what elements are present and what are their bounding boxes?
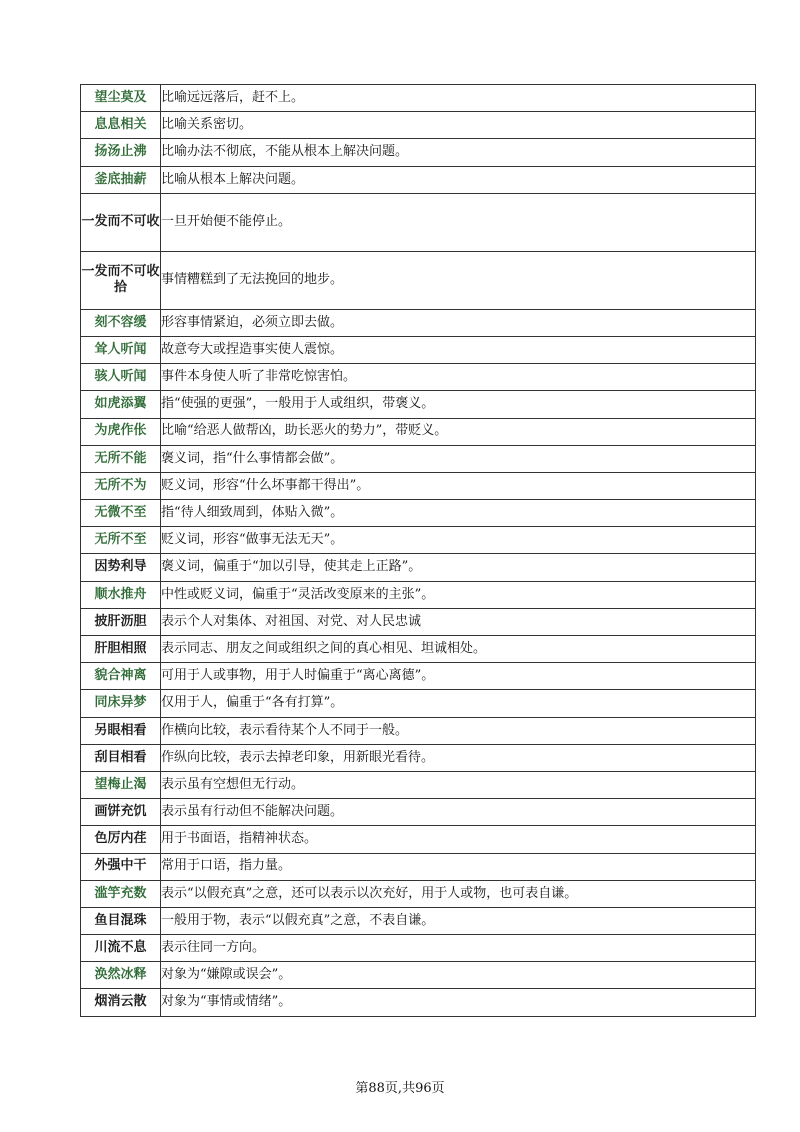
table-row (81, 663, 756, 690)
idiom-term: 外强中干 (81, 853, 161, 880)
idiom-meaning: 比喻“给恶人做帮凶，助长恶火的势力”，带贬义。 (161, 418, 756, 445)
idiom-table-body (81, 85, 756, 1017)
table-row (81, 139, 756, 166)
idiom-meaning: 可用于人或事物，用于人时偏重于“离心离德”。 (161, 663, 756, 690)
idiom-meaning: 表示虽有行动但不能解决问题。 (161, 799, 756, 826)
idiom-term: 无微不至 (81, 500, 161, 527)
table-row (81, 853, 756, 880)
idiom-meaning: 作纵向比较，表示去掉老印象，用新眼光看待。 (161, 744, 756, 771)
table-row (81, 445, 756, 472)
table-row (81, 989, 756, 1016)
table-row (81, 690, 756, 717)
table-row (81, 636, 756, 663)
idiom-meaning: 贬义词，形容“做事无法无天”。 (161, 527, 756, 554)
idiom-meaning: 一旦开始便不能停止。 (161, 193, 756, 251)
idiom-meaning: 作横向比较，表示看待某个人不同于一般。 (161, 717, 756, 744)
idiom-meaning: 形容事情紧迫，必须立即去做。 (161, 309, 756, 336)
table-row (81, 581, 756, 608)
idiom-meaning: 表示虽有空想但无行动。 (161, 771, 756, 798)
idiom-term: 一发而不可收拾 (81, 251, 161, 309)
table-row (81, 799, 756, 826)
idiom-meaning: 故意夸大或捏造事实使人震惊。 (161, 336, 756, 363)
table-row (81, 193, 756, 251)
idiom-term: 无所不能 (81, 445, 161, 472)
table-row (81, 527, 756, 554)
idiom-meaning: 用于书面语，指精神状态。 (161, 826, 756, 853)
table-row (81, 418, 756, 445)
idiom-meaning: 常用于口语，指力量。 (161, 853, 756, 880)
idiom-term: 息息相关 (81, 112, 161, 139)
idiom-term: 烟消云散 (81, 989, 161, 1016)
idiom-term: 望梅止渴 (81, 771, 161, 798)
idiom-meaning: 一般用于物，表示“以假充真”之意，不表自谦。 (161, 907, 756, 934)
idiom-meaning: 表示“以假充真”之意，还可以表示以次充好，用于人或物，也可表自谦。 (161, 880, 756, 907)
table-row (81, 935, 756, 962)
idiom-meaning: 比喻从根本上解决问题。 (161, 166, 756, 193)
idiom-term: 因势利导 (81, 554, 161, 581)
table-row (81, 309, 756, 336)
table-row (81, 85, 756, 112)
idiom-term: 滥竽充数 (81, 880, 161, 907)
table-row (81, 880, 756, 907)
idiom-term: 同床异梦 (81, 690, 161, 717)
idiom-meaning: 表示往同一方向。 (161, 935, 756, 962)
idiom-table-container (80, 84, 756, 1017)
idiom-meaning: 褒义词，指“什么事情都会做”。 (161, 445, 756, 472)
idiom-term: 涣然冰释 (81, 962, 161, 989)
idiom-meaning: 褒义词，偏重于“加以引导，使其走上正路”。 (161, 554, 756, 581)
idiom-term: 川流不息 (81, 935, 161, 962)
idiom-meaning: 贬义词，形容“什么坏事都干得出”。 (161, 472, 756, 499)
idiom-meaning: 比喻关系密切。 (161, 112, 756, 139)
idiom-meaning: 中性或贬义词，偏重于“灵活改变原来的主张”。 (161, 581, 756, 608)
idiom-meaning: 比喻远远落后，赶不上。 (161, 85, 756, 112)
idiom-term: 无所不至 (81, 527, 161, 554)
idiom-term: 釜底抽薪 (81, 166, 161, 193)
idiom-meaning: 对象为“嫌隙或误会”。 (161, 962, 756, 989)
idiom-meaning: 事件本身使人听了非常吃惊害怕。 (161, 364, 756, 391)
idiom-meaning: 表示同志、朋友之间或组织之间的真心相见、坦诚相处。 (161, 636, 756, 663)
idiom-term: 扬汤止沸 (81, 139, 161, 166)
idiom-term: 披肝沥胆 (81, 608, 161, 635)
table-row (81, 717, 756, 744)
idiom-term: 另眼相看 (81, 717, 161, 744)
idiom-term: 貌合神离 (81, 663, 161, 690)
table-row (81, 112, 756, 139)
table-row (81, 391, 756, 418)
idiom-term: 画饼充饥 (81, 799, 161, 826)
idiom-meaning: 仅用于人，偏重于“各有打算”。 (161, 690, 756, 717)
idiom-meaning: 指“待人细致周到，体贴入微”。 (161, 500, 756, 527)
page-number: 第88页,共96页 (355, 1081, 445, 1096)
table-row (81, 166, 756, 193)
table-row (81, 826, 756, 853)
table-row (81, 771, 756, 798)
table-row (81, 500, 756, 527)
table-row (81, 962, 756, 989)
idiom-term: 骇人听闻 (81, 364, 161, 391)
table-row (81, 608, 756, 635)
idiom-meaning: 事情糟糕到了无法挽回的地步。 (161, 251, 756, 309)
table-row (81, 251, 756, 309)
table-row (81, 907, 756, 934)
idiom-term: 刮目相看 (81, 744, 161, 771)
table-row (81, 472, 756, 499)
idiom-term: 肝胆相照 (81, 636, 161, 663)
idiom-meaning: 比喻办法不彻底，不能从根本上解决问题。 (161, 139, 756, 166)
idiom-term: 一发而不可收 (81, 193, 161, 251)
idiom-meaning: 表示个人对集体、对祖国、对党、对人民忠诚 (161, 608, 756, 635)
idiom-meaning: 指“使强的更强”，一般用于人或组织，带褒义。 (161, 391, 756, 418)
idiom-term: 望尘莫及 (81, 85, 161, 112)
idiom-term: 耸人听闻 (81, 336, 161, 363)
idiom-term: 鱼目混珠 (81, 907, 161, 934)
idiom-term: 为虎作伥 (81, 418, 161, 445)
idiom-term: 无所不为 (81, 472, 161, 499)
idiom-term: 顺水推舟 (81, 581, 161, 608)
table-row (81, 554, 756, 581)
table-row (81, 336, 756, 363)
table-row (81, 364, 756, 391)
idiom-table (80, 84, 756, 1017)
idiom-term: 刻不容缓 (81, 309, 161, 336)
table-row (81, 744, 756, 771)
idiom-term: 色厉内荏 (81, 826, 161, 853)
idiom-term: 如虎添翼 (81, 391, 161, 418)
idiom-meaning: 对象为“事情或情绪”。 (161, 989, 756, 1016)
